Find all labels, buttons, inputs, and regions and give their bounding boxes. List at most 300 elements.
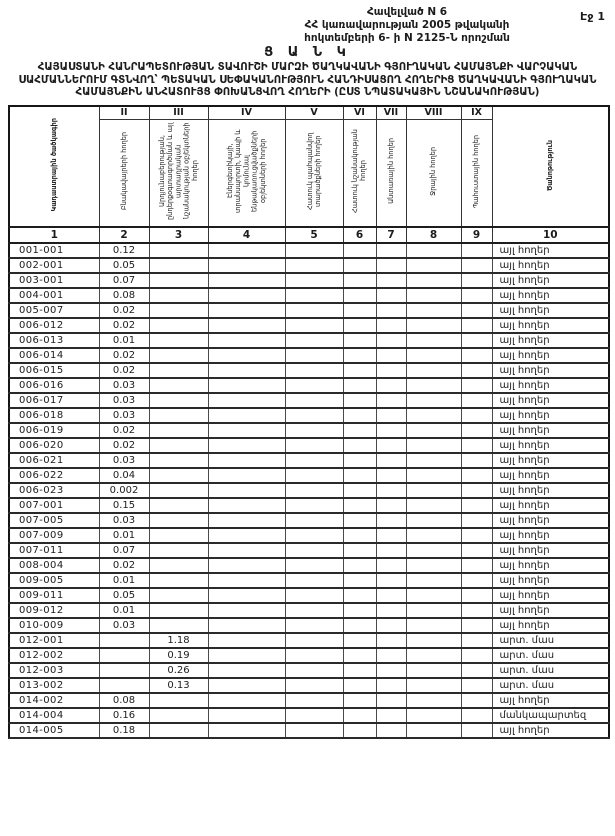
empty-cell [406,543,461,558]
empty-cell [285,423,343,438]
cadastral-code: 014-005 [9,723,99,738]
empty-cell [343,723,376,738]
empty-cell [208,663,285,678]
header-column-5 [285,120,343,228]
empty-cell [285,333,343,348]
empty-cell [376,393,406,408]
empty-cell [285,528,343,543]
empty-cell [208,288,285,303]
empty-cell [461,318,492,333]
cadastral-code: 004-001 [9,288,99,303]
note-cell: այլ հողեր [492,318,609,333]
table-row [9,633,609,648]
table-row [9,513,609,528]
empty-cell [406,363,461,378]
empty-cell [406,438,461,453]
empty-cell [461,243,492,258]
empty-cell [376,348,406,363]
empty-cell [208,588,285,603]
empty-cell [343,258,376,273]
empty-cell [208,423,285,438]
settlement-land-value: 0.02 [99,558,149,573]
column-title: Հատուկ նշանակության հողեր [351,129,368,214]
empty-cell [343,438,376,453]
empty-cell [285,543,343,558]
empty-cell [285,663,343,678]
industrial-land-value [149,543,208,558]
settlement-land-value: 0.05 [99,588,149,603]
empty-cell [406,723,461,738]
empty-cell [343,273,376,288]
column-number: 8 [406,227,461,243]
settlement-land-value: 0.05 [99,258,149,273]
empty-cell [285,348,343,363]
settlement-land-value: 0.02 [99,348,149,363]
industrial-land-value [149,423,208,438]
empty-cell [461,423,492,438]
cadastral-code: 006-020 [9,438,99,453]
empty-cell [285,678,343,693]
settlement-land-value: 0.01 [99,573,149,588]
empty-cell [208,348,285,363]
empty-cell [376,273,406,288]
note-cell: այլ հողեր [492,528,609,543]
empty-cell [406,603,461,618]
column-numeral: IV [208,106,285,120]
empty-cell [343,453,376,468]
empty-cell [406,423,461,438]
cadastral-code: 012-002 [9,648,99,663]
table-row [9,423,609,438]
header-column-6 [343,120,376,228]
note-cell: այլ հողեր [492,588,609,603]
empty-cell [208,303,285,318]
empty-cell [461,453,492,468]
table-row [9,288,609,303]
header-column-2 [99,120,149,228]
empty-cell [461,693,492,708]
empty-cell [376,408,406,423]
cadastral-code: 014-002 [9,693,99,708]
industrial-land-value [149,513,208,528]
note-cell: այլ հողեր [492,378,609,393]
empty-cell [376,528,406,543]
empty-cell [376,453,406,468]
empty-cell [406,648,461,663]
table-row [9,273,609,288]
industrial-land-value: 1.18 [149,633,208,648]
empty-cell [208,558,285,573]
note-cell: արտ. մաս [492,648,609,663]
cadastral-code: 005-007 [9,303,99,318]
empty-cell [343,393,376,408]
empty-cell [208,258,285,273]
industrial-land-value [149,348,208,363]
cadastral-code: 012-003 [9,663,99,678]
note-cell: մանկապարտեզ [492,708,609,723]
header-column-7 [376,120,406,228]
empty-cell [208,453,285,468]
note-cell: այլ հողեր [492,603,609,618]
empty-cell [461,333,492,348]
industrial-land-value [149,468,208,483]
settlement-land-value: 0.08 [99,693,149,708]
settlement-land-value: 0.15 [99,498,149,513]
industrial-land-value [149,618,208,633]
note-cell: այլ հողեր [492,408,609,423]
empty-cell [406,468,461,483]
empty-cell [406,258,461,273]
industrial-land-value [149,378,208,393]
empty-cell [208,648,285,663]
empty-cell [343,483,376,498]
empty-cell [285,408,343,423]
industrial-land-value: 0.13 [149,678,208,693]
industrial-land-value [149,363,208,378]
note-cell: այլ հողեր [492,423,609,438]
column-number: 3 [149,227,208,243]
column-title: Արդյունաբերության, ընդերքօգտագործման և այլ արտադրական նշանակության օբյեկտների հողեր [157,122,199,221]
empty-cell [285,243,343,258]
empty-cell [376,603,406,618]
empty-cell [285,273,343,288]
empty-cell [208,723,285,738]
appendix-line-2: ՀՀ կառավարության 2005 թվականի [304,18,510,31]
settlement-land-value: 0.01 [99,528,149,543]
header-cadastral-code [9,106,99,228]
empty-cell [285,438,343,453]
note-cell: այլ հողեր [492,618,609,633]
empty-cell [208,708,285,723]
header-column-9 [461,120,492,228]
industrial-land-value [149,288,208,303]
column-number: 4 [208,227,285,243]
industrial-land-value: 0.19 [149,648,208,663]
table-row [9,318,609,333]
empty-cell [376,633,406,648]
note-cell: այլ հողեր [492,273,609,288]
empty-cell [285,303,343,318]
note-cell: այլ հողեր [492,693,609,708]
empty-cell [406,528,461,543]
table-row [9,693,609,708]
empty-cell [461,528,492,543]
empty-cell [285,288,343,303]
column-number: 5 [285,227,343,243]
note-cell: այլ հողեր [492,573,609,588]
header-column-4 [208,120,285,228]
settlement-land-value: 0.03 [99,618,149,633]
empty-cell [376,363,406,378]
settlement-land-value [99,663,149,678]
empty-cell [461,558,492,573]
column-number: 1 [9,227,99,243]
cadastral-code: 006-017 [9,393,99,408]
note-cell: այլ հողեր [492,288,609,303]
empty-cell [376,648,406,663]
settlement-land-value: 0.03 [99,408,149,423]
note-cell: այլ հողեր [492,393,609,408]
empty-cell [376,543,406,558]
note-cell: այլ հողեր [492,258,609,273]
empty-cell [376,498,406,513]
empty-cell [343,363,376,378]
empty-cell [343,288,376,303]
empty-cell [208,603,285,618]
column-title: Հատուկ պահպանվող տարածքների հողեր [305,132,322,210]
empty-cell [208,318,285,333]
cadastral-code: 012-001 [9,633,99,648]
empty-cell [208,243,285,258]
empty-cell [285,453,343,468]
cadastral-code: 007-011 [9,543,99,558]
appendix-reference [247,6,567,44]
table-row [9,453,609,468]
cadastral-code: 009-005 [9,573,99,588]
empty-cell [461,633,492,648]
empty-cell [376,678,406,693]
table-row [9,258,609,273]
column-number: 9 [461,227,492,243]
empty-cell [285,468,343,483]
cadastral-code: 009-011 [9,588,99,603]
cadastral-code: 006-015 [9,363,99,378]
empty-cell [208,378,285,393]
empty-cell [343,468,376,483]
note-cell: այլ հողեր [492,483,609,498]
industrial-land-value [149,573,208,588]
note-cell: այլ հողեր [492,558,609,573]
settlement-land-value [99,648,149,663]
empty-cell [285,708,343,723]
cadastral-code: 007-001 [9,498,99,513]
table-row [9,558,609,573]
empty-cell [376,663,406,678]
note-cell: այլ հողեր [492,723,609,738]
empty-cell [406,498,461,513]
empty-cell [285,693,343,708]
industrial-land-value [149,723,208,738]
note-cell: այլ հողեր [492,453,609,468]
industrial-land-value [149,393,208,408]
empty-cell [376,333,406,348]
settlement-land-value: 0.02 [99,303,149,318]
empty-cell [343,603,376,618]
empty-cell [461,678,492,693]
empty-cell [285,363,343,378]
empty-cell [406,303,461,318]
empty-cell [376,303,406,318]
cadastral-code: 006-013 [9,333,99,348]
empty-cell [376,708,406,723]
empty-cell [461,408,492,423]
empty-cell [285,498,343,513]
industrial-land-value [149,438,208,453]
settlement-land-value: 0.01 [99,333,149,348]
empty-cell [461,618,492,633]
empty-cell [208,498,285,513]
table-row [9,303,609,318]
empty-cell [406,453,461,468]
table-row [9,438,609,453]
empty-cell [343,303,376,318]
table-row [9,648,609,663]
empty-cell [376,618,406,633]
note-cell: այլ հողեր [492,243,609,258]
empty-cell [376,378,406,393]
industrial-land-value [149,558,208,573]
note-cell: այլ հողեր [492,543,609,558]
column-title: Էներգետիկայի, տրանսպորտի, կապի և կոմունալ ենթակառուցվածքների օբյեկտների հողեր [225,129,267,214]
empty-cell [461,303,492,318]
column-numeral: IX [461,106,492,120]
cadastral-code: 014-004 [9,708,99,723]
empty-cell [406,378,461,393]
document-subtitle: ՀԱՅԱՍՏԱՆԻ ՀԱՆՐԱՊԵՏՈՒԹՅԱՆ ՏԱՎՈՒՇԻ ՄԱՐԶԻ ԾԱՂԿԱՎԱՆԻ ԳՅՈՒՂԱԿԱՆ ՀԱՄԱՅՆՔԻ ՎԱՐՉԱԿԱՆ ՍԱՀՄԱՆՆԵՐՈՒՄ ԳՏՆՎՈՂ՝ ՊԵՏԱԿԱՆ ՍԵՓԱԿԱՆՈՒԹՅՈՒՆ ՀԱՆԴԻՍԱՑՈՂ ՀՈՂԵՐԻՑ ԾԱՂԿԱՎԱՆԻ ԳՅՈՒՂԱԿԱՆ ՀԱՄԱՅՆՔԻՆ ԱՆՀԱՏՈՒՅՑ ՓՈԽԱՆՑՎՈՂ ՀՈՂԵՐԻ (ԸՍՏ ՆՊԱՏԱԿԱՅԻՆ ՆՇԱՆԱԿՈՒԹՅԱՆ) [18,62,597,99]
header-column-8 [406,120,461,228]
note-cell: արտ. մաս [492,633,609,648]
table-row [9,468,609,483]
empty-cell [285,483,343,498]
table-row [9,708,609,723]
cadastral-code: 002-001 [9,258,99,273]
note-cell: այլ հողեր [492,498,609,513]
note-cell: այլ հողեր [492,363,609,378]
empty-cell [343,633,376,648]
table-row [9,348,609,363]
cadastral-code: 008-004 [9,558,99,573]
appendix-line-1: Հավելված N 6 [366,6,448,18]
column-numeral: V [285,106,343,120]
empty-cell [461,498,492,513]
empty-cell [343,423,376,438]
empty-cell [208,618,285,633]
empty-cell [406,618,461,633]
industrial-land-value [149,483,208,498]
settlement-land-value: 0.18 [99,723,149,738]
settlement-land-value: 0.07 [99,273,149,288]
settlement-land-value: 0.002 [99,483,149,498]
empty-cell [406,708,461,723]
cadastral-code: 006-021 [9,453,99,468]
empty-cell [343,513,376,528]
cadastral-code: 007-009 [9,528,99,543]
column-title: Կադաստրային ծածկագիր [50,118,59,212]
cadastral-code: 006-019 [9,423,99,438]
empty-cell [461,273,492,288]
empty-cell [343,708,376,723]
empty-cell [208,573,285,588]
empty-cell [376,318,406,333]
cadastral-code: 006-016 [9,378,99,393]
industrial-land-value [149,408,208,423]
industrial-land-value [149,498,208,513]
empty-cell [208,408,285,423]
empty-cell [461,513,492,528]
note-cell: այլ հողեր [492,438,609,453]
empty-cell [208,333,285,348]
empty-cell [406,318,461,333]
settlement-land-value [99,633,149,648]
table-row [9,408,609,423]
empty-cell [376,288,406,303]
empty-cell [461,723,492,738]
empty-cell [343,498,376,513]
table-body [9,243,609,738]
empty-cell [343,648,376,663]
table-row [9,378,609,393]
column-numeral: II [99,106,149,120]
empty-cell [208,528,285,543]
column-title: Պահուստային հողեր [472,134,481,208]
page-number: Էջ 1 [580,10,605,23]
empty-cell [343,618,376,633]
empty-cell [461,588,492,603]
note-cell: այլ հողեր [492,468,609,483]
table-row [9,498,609,513]
table-header [9,106,609,244]
empty-cell [285,618,343,633]
empty-cell [406,273,461,288]
cadastral-code: 006-012 [9,318,99,333]
cadastral-code: 009-012 [9,603,99,618]
table-row [9,588,609,603]
table-row [9,363,609,378]
cadastral-code: 006-023 [9,483,99,498]
cadastral-code: 006-014 [9,348,99,363]
empty-cell [343,543,376,558]
settlement-land-value: 0.02 [99,363,149,378]
table-row [9,618,609,633]
table-row [9,678,609,693]
settlement-land-value: 0.04 [99,468,149,483]
table-row [9,543,609,558]
note-cell: արտ. մաս [492,678,609,693]
empty-cell [376,483,406,498]
empty-cell [285,648,343,663]
settlement-land-value [99,678,149,693]
empty-cell [406,483,461,498]
empty-cell [285,378,343,393]
column-number: 2 [99,227,149,243]
empty-cell [461,378,492,393]
column-title: Անտառային հողեր [386,138,395,205]
settlement-land-value: 0.16 [99,708,149,723]
empty-cell [208,273,285,288]
column-numeral: VI [343,106,376,120]
empty-cell [406,513,461,528]
settlement-land-value: 0.02 [99,438,149,453]
empty-cell [343,528,376,543]
empty-cell [461,483,492,498]
settlement-land-value: 0.02 [99,318,149,333]
table-row [9,333,609,348]
empty-cell [406,408,461,423]
cadastral-code: 006-022 [9,468,99,483]
industrial-land-value [149,243,208,258]
column-title: Բնակավայրերի հողեր [119,132,128,211]
cadastral-code: 010-009 [9,618,99,633]
cadastral-code: 006-018 [9,408,99,423]
cadastral-code: 003-001 [9,273,99,288]
empty-cell [343,378,376,393]
empty-cell [376,468,406,483]
column-numeral: VIII [406,106,461,120]
header-note [492,106,609,228]
empty-cell [343,348,376,363]
empty-cell [406,333,461,348]
empty-cell [343,588,376,603]
